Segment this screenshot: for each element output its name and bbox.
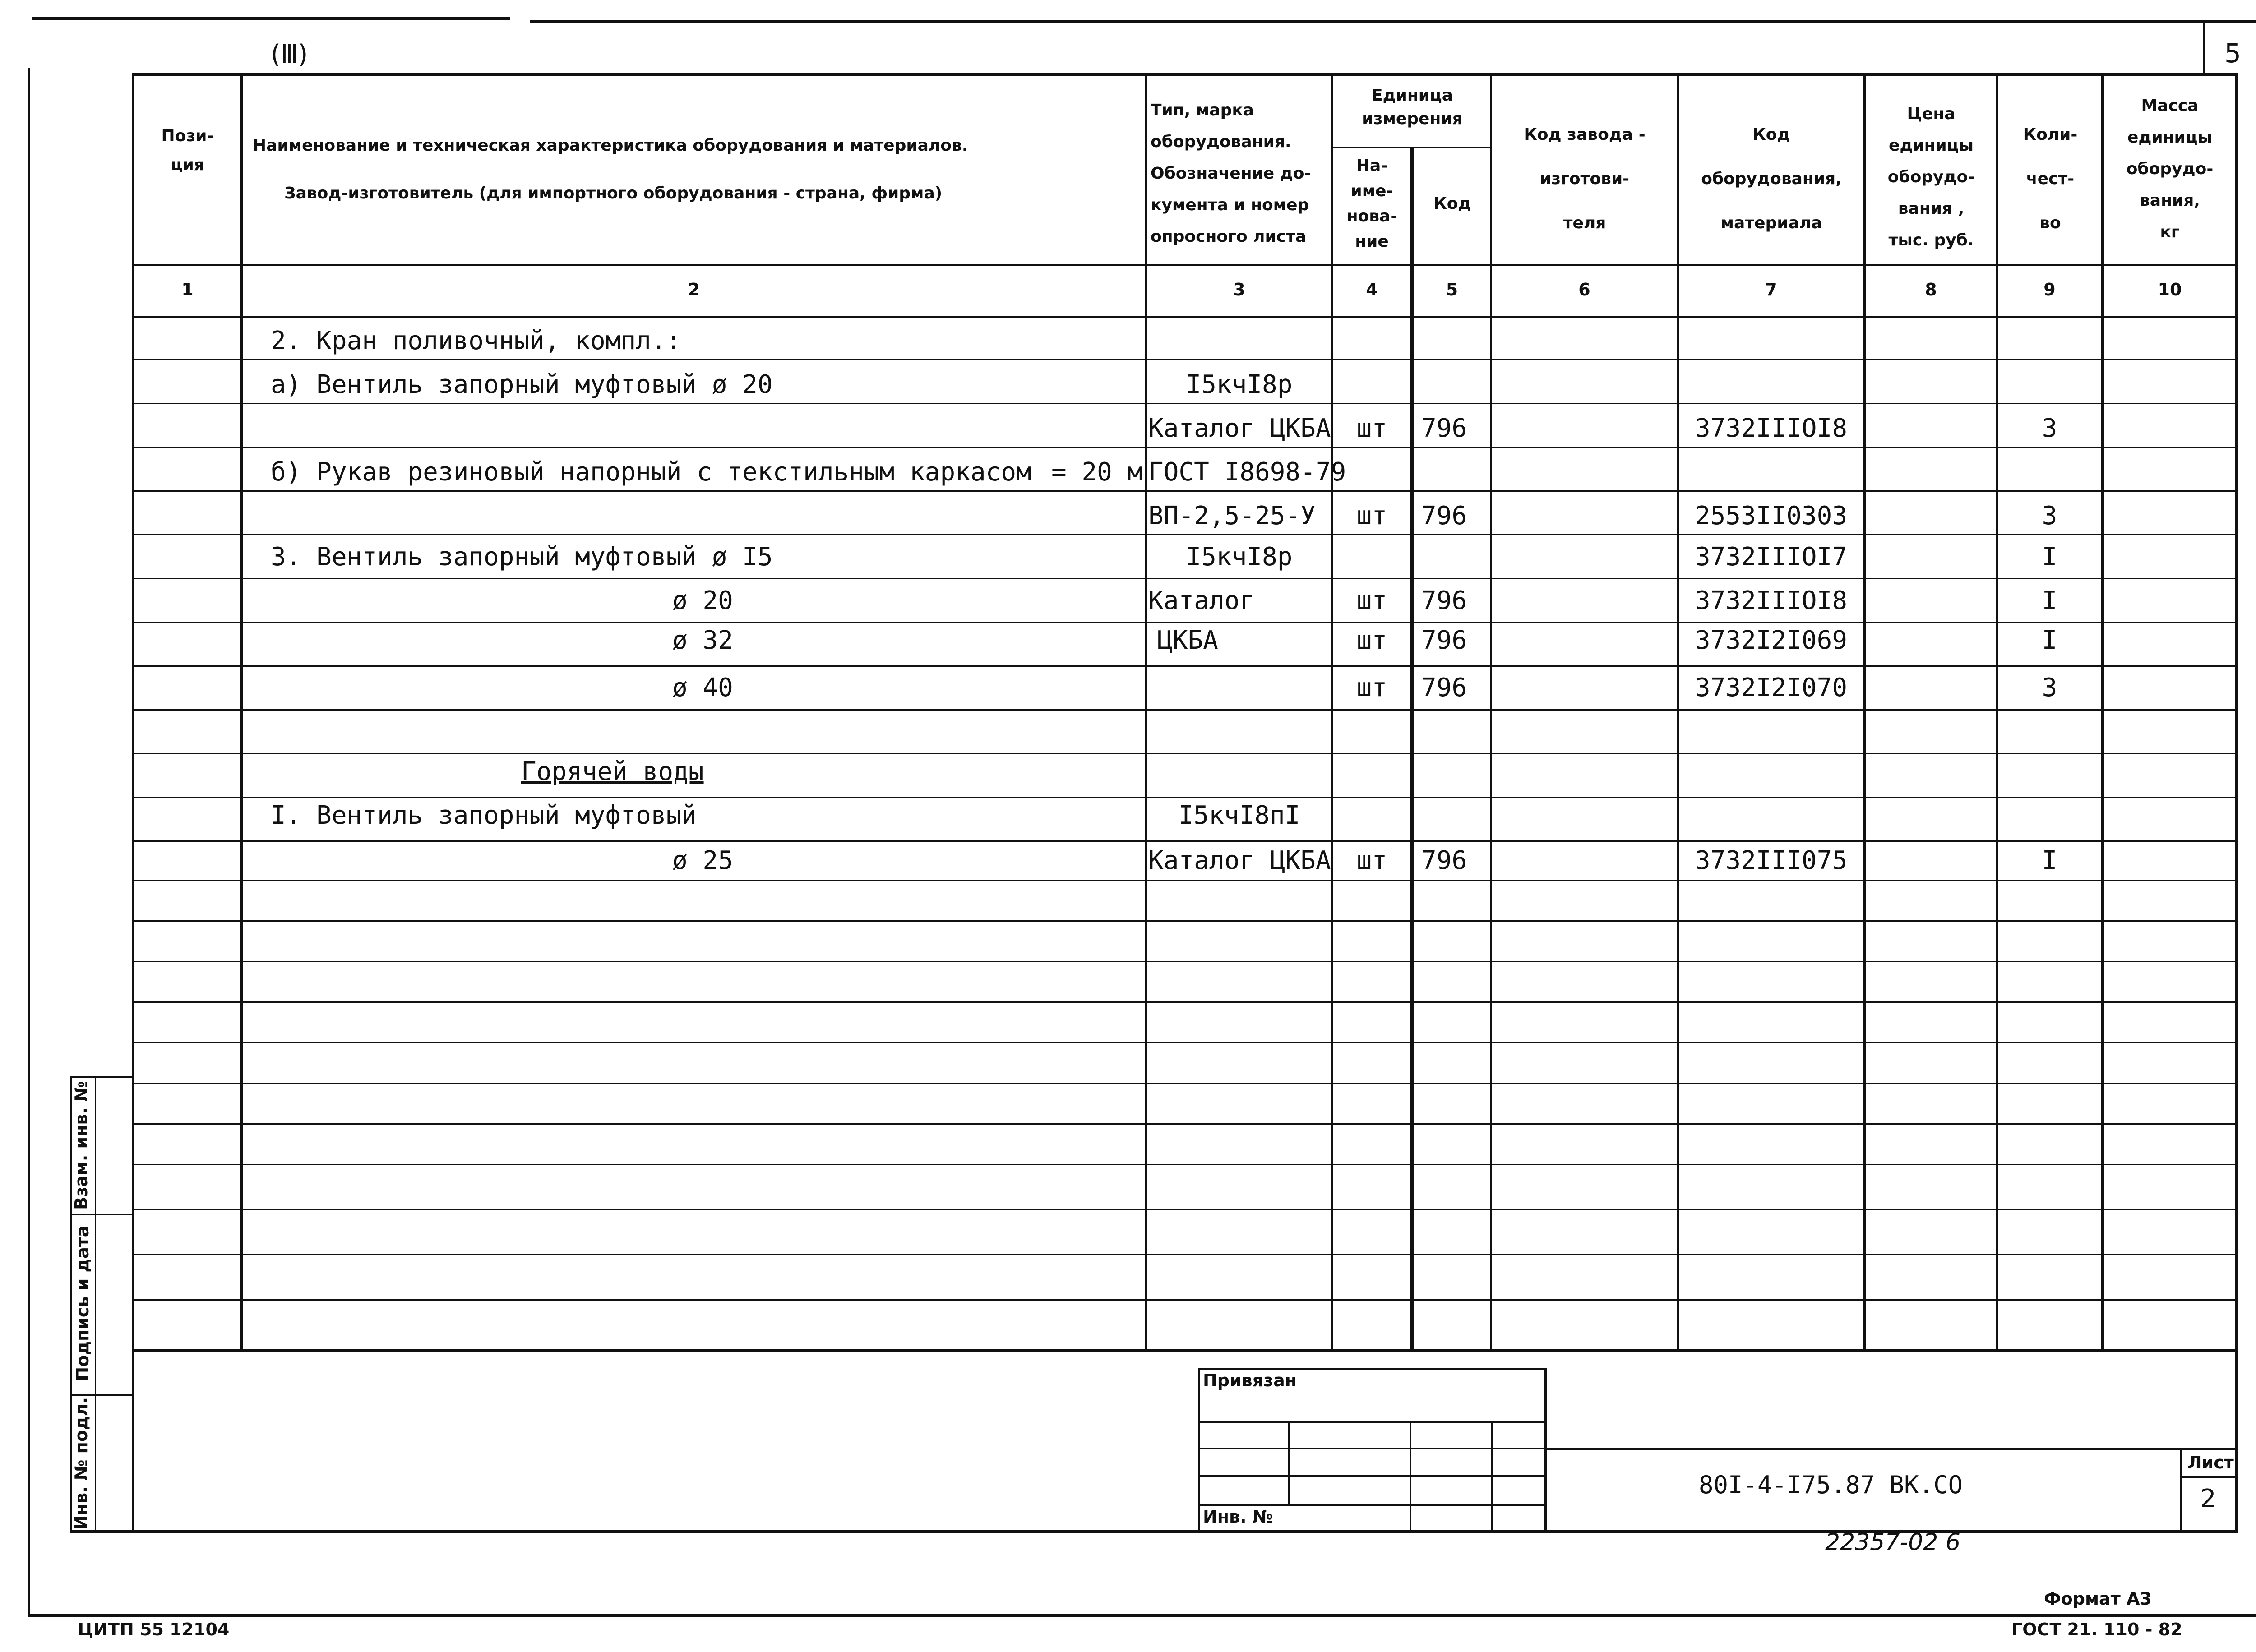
column-number: 5 bbox=[1446, 280, 1458, 300]
header-unit-group: Единица измерения bbox=[1362, 86, 1463, 128]
table-row-code: 3732IIIOI7 bbox=[1695, 542, 1848, 572]
row-line bbox=[132, 753, 2238, 754]
col-sep-9 bbox=[2101, 73, 2104, 1351]
table-row-unit: шт bbox=[1356, 673, 1387, 702]
header-position: Пози- ция bbox=[161, 127, 214, 174]
side-strip-div-1 bbox=[70, 1214, 133, 1215]
privyazan-col-line bbox=[1288, 1421, 1290, 1504]
table-row-type: ЦКБА bbox=[1157, 626, 1218, 655]
row-line bbox=[132, 490, 2238, 492]
table-row-name: 2. Кран поливочный, компл.: bbox=[271, 326, 682, 355]
privyazan-row-line bbox=[1198, 1448, 1547, 1449]
table-row-type: ГОСТ I8698-79 bbox=[1148, 457, 1346, 487]
side-label-replaced-inv: Взам. инв. № bbox=[71, 1081, 91, 1210]
privyazan-row-line bbox=[1198, 1421, 1547, 1423]
header-unit-name: На- име- нова- ние bbox=[1346, 157, 1397, 251]
table-row-code: 3732IIIOI8 bbox=[1695, 586, 1848, 615]
privyazan-label: Привязан bbox=[1203, 1371, 1297, 1390]
footer-format: Формат А3 bbox=[2044, 1589, 2152, 1609]
col-sep-4 bbox=[1410, 147, 1414, 1351]
col-sep-2 bbox=[1145, 73, 1147, 1351]
page-number-box-left bbox=[2203, 22, 2205, 75]
sheet-number: 2 bbox=[2200, 1484, 2216, 1514]
row-line bbox=[132, 578, 2238, 579]
col-sep-7 bbox=[1863, 73, 1866, 1351]
column-number: 4 bbox=[1366, 280, 1378, 300]
frame-bottom bbox=[28, 1614, 2256, 1617]
row-line bbox=[132, 359, 2238, 360]
column-number: 10 bbox=[2158, 280, 2182, 300]
col-sep-8 bbox=[1996, 73, 1998, 1351]
row-line bbox=[132, 1299, 2238, 1301]
column-number: 2 bbox=[688, 280, 700, 300]
column-number: 6 bbox=[1578, 280, 1590, 300]
table-row-type: ВП-2,5-25-У bbox=[1148, 501, 1316, 531]
table-row-unit-code: 796 bbox=[1421, 414, 1467, 443]
top-rule-left bbox=[32, 17, 510, 20]
row-line bbox=[132, 447, 2238, 448]
table-row-unit-code: 796 bbox=[1421, 673, 1467, 702]
table-row-code: 3732III075 bbox=[1695, 846, 1848, 875]
table-row-unit-code: 796 bbox=[1421, 501, 1467, 531]
privyazan-row-line bbox=[1198, 1475, 1547, 1477]
row-line bbox=[132, 665, 2238, 667]
col-sep-5 bbox=[1490, 73, 1492, 1351]
table-row-type: Каталог ЦКБА bbox=[1148, 846, 1331, 875]
row-line bbox=[132, 534, 2238, 535]
colnum-bottom bbox=[132, 316, 2238, 318]
side-label-signature-date: Подпись и дата bbox=[73, 1225, 92, 1381]
table-row-unit-code: 796 bbox=[1421, 846, 1467, 875]
row-line bbox=[132, 961, 2238, 962]
column-number: 7 bbox=[1765, 280, 1777, 300]
row-line bbox=[132, 1254, 2238, 1255]
row-line bbox=[132, 1123, 2238, 1125]
table-row-type: Каталог bbox=[1148, 586, 1255, 615]
side-label-original-inv: Инв. № подл. bbox=[71, 1397, 91, 1530]
table-row-qty: I bbox=[2042, 626, 2057, 655]
header-quantity: Коли- чест- во bbox=[2023, 125, 2078, 232]
side-strip-inner bbox=[95, 1076, 96, 1532]
table-row-name: ø 32 bbox=[672, 626, 733, 655]
column-number: 9 bbox=[2043, 280, 2056, 300]
row-line bbox=[132, 840, 2238, 842]
handwritten-number: 22357-02 6 bbox=[1825, 1529, 1960, 1556]
footer-gost: ГОСТ 21. 110 - 82 bbox=[2011, 1620, 2182, 1639]
col-sep-3 bbox=[1331, 73, 1333, 1351]
table-row-name: ø 25 bbox=[672, 846, 733, 875]
table-row-name-length: = 20 м bbox=[1051, 457, 1143, 487]
section-mark: (Ⅲ) bbox=[271, 40, 308, 69]
table-row-unit: шт bbox=[1356, 414, 1387, 443]
row-line bbox=[132, 880, 2238, 881]
column-number: 3 bbox=[1233, 280, 1245, 300]
table-row-qty: 3 bbox=[2042, 414, 2057, 443]
table-row-name: ø 40 bbox=[672, 673, 733, 702]
table-row-name: ø 20 bbox=[672, 586, 733, 615]
table-row-qty: I bbox=[2042, 542, 2057, 572]
header-price: Цена единицы оборудо- вания , тыс. руб. bbox=[1887, 105, 1975, 249]
table-row-name: б) Рукав резиновый напорный с текстильным каркасом bbox=[271, 457, 1031, 487]
doc-code-top bbox=[1544, 1448, 2238, 1450]
privyazan-left bbox=[1198, 1368, 1200, 1531]
table-row-name: I. Вентиль запорный муфтовый bbox=[271, 801, 697, 830]
column-number: 8 bbox=[1925, 280, 1937, 300]
sheet-box-divider bbox=[2180, 1476, 2238, 1478]
table-row-unit: шт bbox=[1356, 846, 1387, 875]
header-manufacturer-code: Код завода - изготови- теля bbox=[1524, 125, 1646, 232]
row-line bbox=[132, 622, 2238, 623]
header-bottom bbox=[132, 264, 2238, 266]
table-row-unit: шт bbox=[1356, 501, 1387, 531]
privyazan-row-line bbox=[1198, 1504, 1547, 1506]
table-row-name: 3. Вентиль запорный муфтовый ø I5 bbox=[271, 542, 773, 572]
header-unit-code: Код bbox=[1433, 194, 1471, 213]
table-row-unit-code: 796 bbox=[1421, 586, 1467, 615]
row-line bbox=[132, 1042, 2238, 1043]
row-line bbox=[132, 920, 2238, 922]
table-row-type: I5кчI8р bbox=[1186, 542, 1293, 572]
row-line bbox=[132, 1083, 2238, 1084]
privyazan-col-line bbox=[1410, 1421, 1411, 1532]
row-line bbox=[132, 403, 2238, 404]
unit-group-divider bbox=[1331, 147, 1492, 148]
table-row-qty: I bbox=[2042, 846, 2057, 875]
row-line bbox=[132, 709, 2238, 711]
page-number: 5 bbox=[2224, 38, 2241, 69]
header-type: Тип, марка оборудования. Обозначение до- кумента и номер опросного листа bbox=[1151, 101, 1311, 246]
table-top bbox=[132, 73, 2238, 76]
privyazan-col-line bbox=[1491, 1421, 1493, 1532]
table-row-name: а) Вентиль запорный муфтовый ø 20 bbox=[271, 370, 773, 399]
header-equipment-code: Код оборудования, материала bbox=[1701, 125, 1842, 232]
row-line bbox=[132, 1164, 2238, 1165]
section-heading-hot-water: Горячей воды bbox=[521, 757, 704, 786]
table-row-type: Каталог ЦКБА bbox=[1148, 414, 1331, 443]
column-number: 1 bbox=[181, 280, 194, 300]
table-row-type: I5кчI8р bbox=[1186, 370, 1293, 399]
row-line bbox=[132, 1209, 2238, 1210]
table-row-code: 3732IIIOI8 bbox=[1695, 414, 1848, 443]
frame-left bbox=[28, 68, 30, 1616]
table-row-unit: шт bbox=[1356, 626, 1387, 655]
table-row-code: 2553II0303 bbox=[1695, 501, 1848, 531]
document-code: 80I-4-I75.87 ВК.СО bbox=[1699, 1471, 1963, 1499]
col-sep-6 bbox=[1677, 73, 1679, 1351]
table-row-code: 3732I2I070 bbox=[1695, 673, 1848, 702]
table-bottom bbox=[132, 1349, 2238, 1352]
sheet-label: Лист bbox=[2187, 1453, 2234, 1472]
inv-no-label: Инв. № bbox=[1203, 1507, 1273, 1527]
privyazan-top bbox=[1198, 1368, 1547, 1370]
sheet-box-left bbox=[2180, 1448, 2182, 1532]
row-line bbox=[132, 797, 2238, 798]
row-line bbox=[132, 1001, 2238, 1003]
header-mass: Масса единицы оборудо- вания, кг bbox=[2126, 97, 2214, 241]
table-row-unit: шт bbox=[1356, 586, 1387, 615]
table-row-qty: 3 bbox=[2042, 673, 2057, 702]
table-row-code: 3732I2I069 bbox=[1695, 626, 1848, 655]
table-row-qty: 3 bbox=[2042, 501, 2057, 531]
table-row-unit-code: 796 bbox=[1421, 626, 1467, 655]
table-row-type: I5кчI8пI bbox=[1178, 801, 1300, 830]
table-row-qty: I bbox=[2042, 586, 2057, 615]
header-name: Наименование и техническая характеристика оборудования и материалов. Завод-изготовитель (для импортного оборудования - страна, фирма) bbox=[253, 136, 968, 203]
footer-left-code: ЦИТП 55 12104 bbox=[78, 1620, 230, 1639]
col-sep-1 bbox=[240, 73, 243, 1351]
table-right bbox=[2235, 73, 2238, 1530]
top-rule-right bbox=[530, 20, 2256, 23]
